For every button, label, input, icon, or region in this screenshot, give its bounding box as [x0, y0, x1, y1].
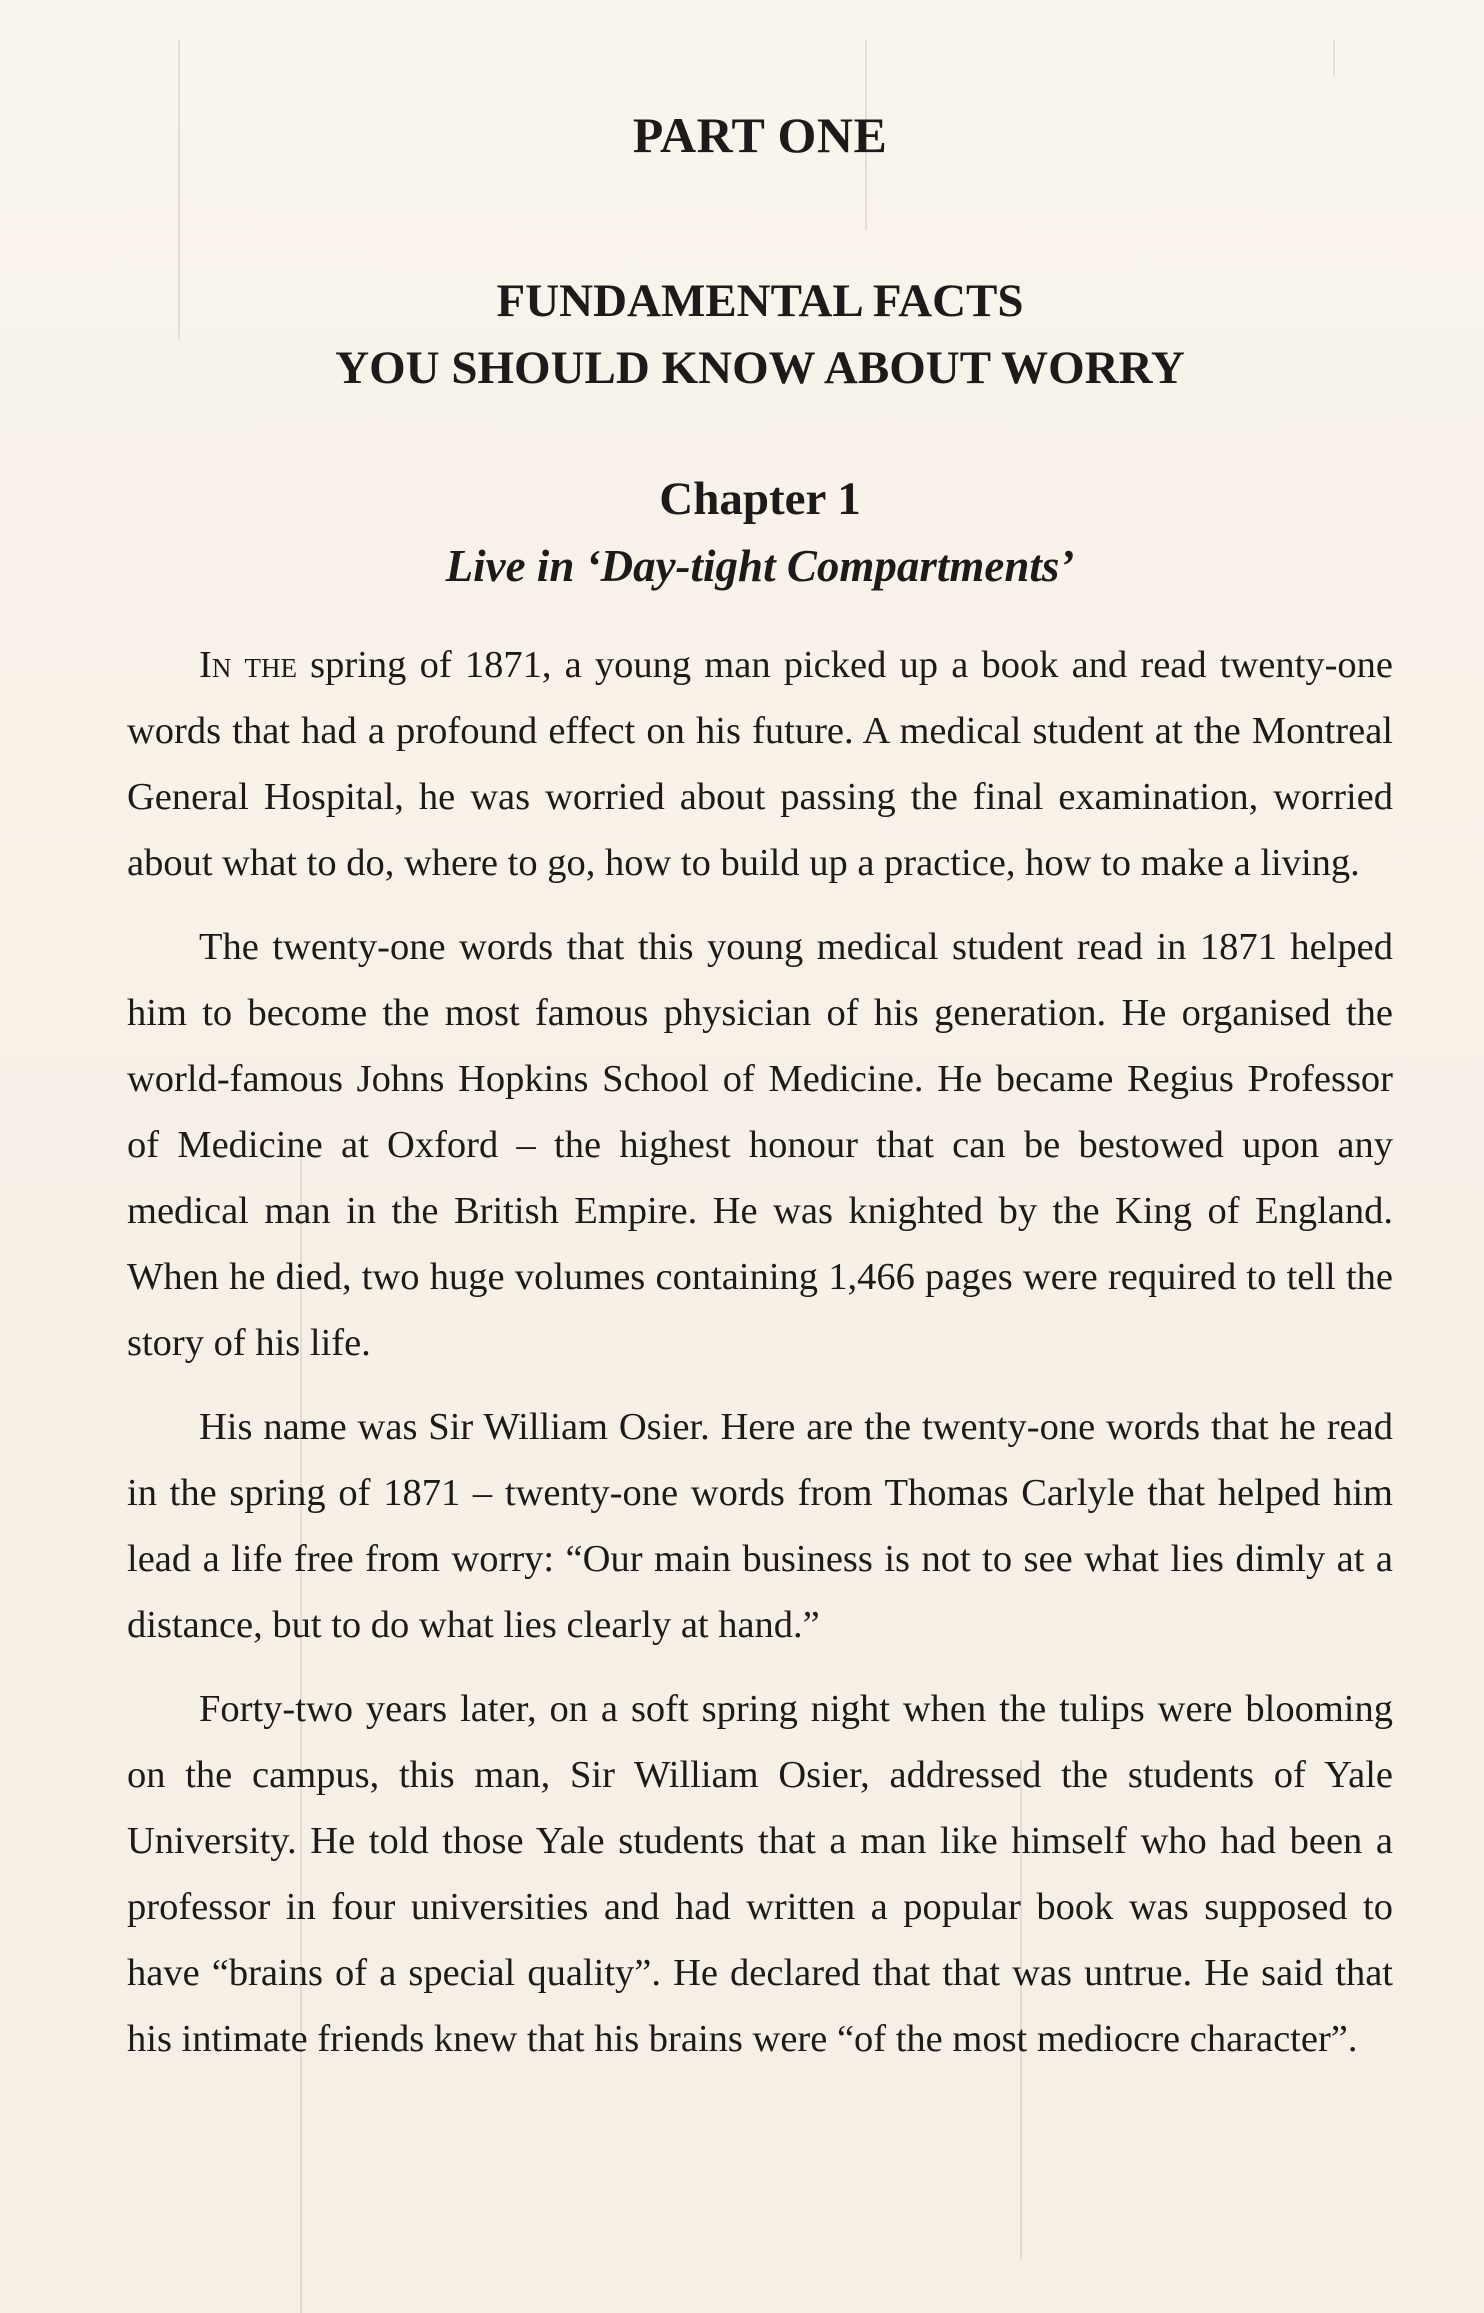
- section-title: [127, 268, 1393, 402]
- section-title-line-1: FUNDAMENTAL FACTS: [496, 275, 1024, 327]
- paragraph-lead-smallcaps: In the: [199, 644, 297, 686]
- paragraph-3: His name was Sir William Osier. Here are the twenty-one words that he read in the spring of 1871 – twenty-one words from Thomas Carlyle that helped him lead a life free from worry: “Our main business is not to see what lies dimly at a distance, but to do what lies clearly at hand.”: [127, 1406, 1393, 1646]
- paragraph-1: [127, 632, 1393, 896]
- page-content: [127, 100, 1393, 2090]
- chapter-subtitle: Live in ‘Day-tight Compartments’: [445, 541, 1075, 591]
- section-title-line-2: YOU SHOULD KNOW ABOUT WORRY: [335, 342, 1185, 394]
- page-crease: [1333, 40, 1335, 76]
- chapter-body: [127, 632, 1393, 2072]
- paragraph-1-text: spring of 1871, a young man picked up a book and read twenty-one words that had a profound effect on his future. A medical student at the Montreal General Hospital, he was worried about passing the final examination, worried about what to do, where to go, how to build up a practice, how to make a living.: [127, 644, 1393, 884]
- part-title: PART ONE: [632, 107, 888, 163]
- paragraph-2: The twenty-one words that this young medical student read in 1871 helped him to become the most famous physician of his generation. He organised the world-famous Johns Hopkins School of Medicine. He became Regius Professor of Medicine at Oxford – the highest honour that can be bestowed upon any medical man in the British Empire. He was knighted by the King of England. When he died, two huge volumes containing 1,466 pages were required to tell the story of his life.: [127, 926, 1393, 1364]
- chapter-label: Chapter 1: [659, 473, 861, 525]
- paragraph-4: Forty-two years later, on a soft spring night when the tulips were blooming on the campus, this man, Sir William Osier, addressed the students of Yale University. He told those Yale students that a man like himself who had been a professor in four universities and had written a popular book was supposed to have “brains of a special quality”. He declared that that was untrue. He said that his intimate friends knew that his brains were “of the most mediocre character”.: [127, 1688, 1393, 2060]
